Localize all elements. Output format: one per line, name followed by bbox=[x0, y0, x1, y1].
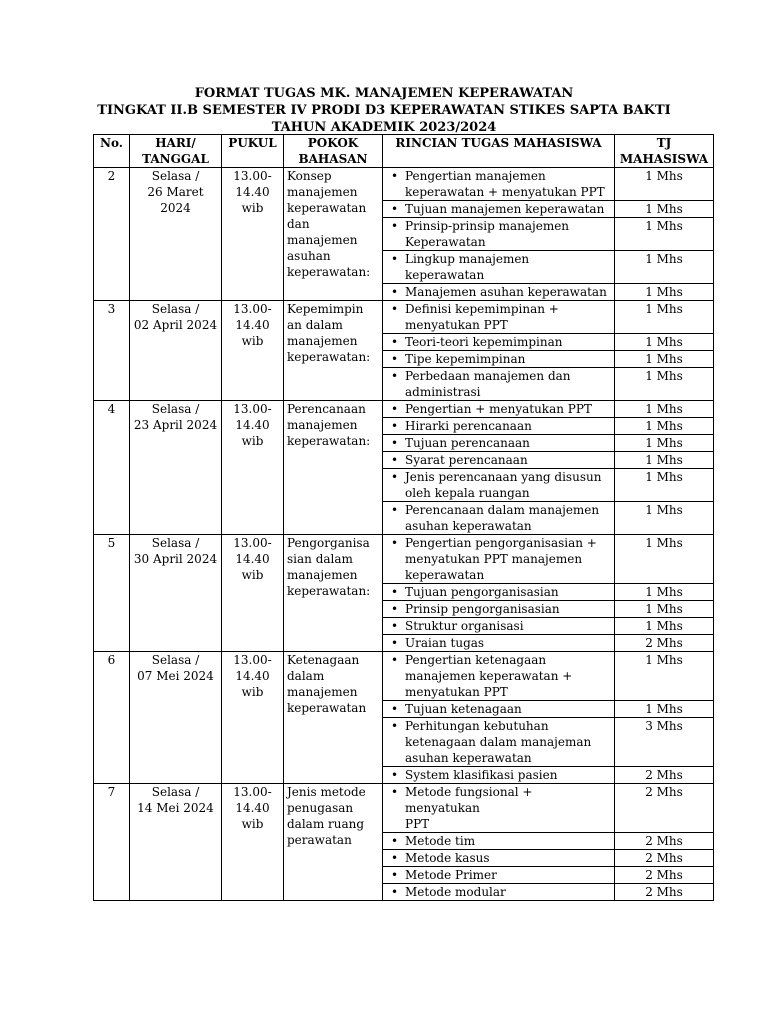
day-line: Selasa / bbox=[151, 402, 200, 416]
header-pokok-text: POKOK bbox=[307, 136, 359, 150]
task-line: • Perhitungan kebutuhan bbox=[405, 719, 549, 733]
row-time bbox=[222, 535, 284, 652]
time-line: 13.00- bbox=[233, 302, 272, 316]
time-line: wib bbox=[241, 568, 264, 582]
task-item bbox=[383, 718, 615, 767]
task-assignee-count: 2 Mhs bbox=[615, 833, 714, 850]
task-assignee-count: 2 Mhs bbox=[615, 767, 714, 784]
task-line: • Perencanaan dalam manajemen bbox=[405, 503, 600, 517]
header-no-text: No. bbox=[100, 136, 123, 150]
row-day-date bbox=[130, 301, 222, 401]
topic-line: manajemen bbox=[287, 418, 358, 432]
task-item bbox=[383, 284, 615, 301]
task-item bbox=[383, 334, 615, 351]
time-line: 13.00- bbox=[233, 536, 272, 550]
task-item bbox=[383, 469, 615, 502]
time-line: 13.00- bbox=[233, 402, 272, 416]
task-assignee-count: 1 Mhs bbox=[615, 168, 714, 201]
task-line: • Pengertian pengorganisasian + bbox=[405, 536, 597, 550]
header-pukul bbox=[222, 135, 284, 168]
topic-line: Pengorganisa bbox=[287, 536, 370, 550]
task-line: • Metode kasus bbox=[405, 851, 490, 865]
task-item bbox=[383, 618, 615, 635]
task-item bbox=[383, 502, 615, 535]
task-item bbox=[383, 368, 615, 401]
task-line: • Tipe kepemimpinan bbox=[405, 352, 526, 366]
task-assignee-count: 1 Mhs bbox=[615, 201, 714, 218]
topic-line: dan bbox=[287, 217, 310, 231]
title-line: TAHUN AKADEMIK 2023/2024 bbox=[271, 120, 497, 135]
row-number: 4 bbox=[94, 401, 130, 535]
table-row bbox=[94, 652, 714, 701]
task-assignee-count: 2 Mhs bbox=[615, 784, 714, 833]
task-item bbox=[383, 767, 615, 784]
task-line: • Uraian tugas bbox=[405, 636, 485, 650]
header-no bbox=[94, 135, 130, 168]
task-assignee-count: 1 Mhs bbox=[615, 452, 714, 469]
time-line: 14.40 bbox=[235, 669, 270, 683]
task-assignee-count: 1 Mhs bbox=[615, 618, 714, 635]
task-assignee-count: 1 Mhs bbox=[615, 334, 714, 351]
task-assignee-count: 1 Mhs bbox=[615, 218, 714, 251]
task-line: menyatukan PPT manajemen bbox=[405, 552, 583, 566]
task-assignee-count: 1 Mhs bbox=[615, 435, 714, 452]
row-number: 6 bbox=[94, 652, 130, 784]
task-assignee-count: 1 Mhs bbox=[615, 701, 714, 718]
row-time bbox=[222, 784, 284, 901]
table-row bbox=[94, 784, 714, 833]
task-item bbox=[383, 218, 615, 251]
day-line: 14 Mei 2024 bbox=[137, 801, 214, 815]
task-line: asuhan keperawatan bbox=[405, 519, 532, 533]
row-day-date bbox=[130, 401, 222, 535]
table-row bbox=[94, 168, 714, 201]
task-line: • Metode Primer bbox=[405, 868, 497, 882]
row-topic bbox=[284, 168, 383, 301]
task-line: • Metode fungsional + menyatukan bbox=[405, 785, 533, 815]
time-line: 14.40 bbox=[235, 801, 270, 815]
task-line: • Tujuan ketenagaan bbox=[405, 702, 522, 716]
time-line: wib bbox=[241, 434, 264, 448]
task-assignee-count: 1 Mhs bbox=[615, 284, 714, 301]
topic-line: manajemen bbox=[287, 334, 358, 348]
task-item bbox=[383, 652, 615, 701]
task-line: keperawatan + menyatukan PPT bbox=[405, 185, 605, 199]
row-topic bbox=[284, 652, 383, 784]
day-line: Selasa / bbox=[151, 302, 200, 316]
time-line: 13.00- bbox=[233, 169, 272, 183]
header-tj bbox=[615, 135, 714, 168]
topic-line: keperawatan bbox=[287, 201, 367, 215]
header-pukul-text: PUKUL bbox=[228, 136, 277, 150]
topic-line: Kepemimpin bbox=[287, 302, 364, 316]
task-assignee-count: 1 Mhs bbox=[615, 652, 714, 701]
topic-line: keperawatan: bbox=[287, 584, 371, 598]
topic-line: manajemen bbox=[287, 233, 358, 247]
task-item bbox=[383, 884, 615, 901]
task-line: • Tujuan pengorganisasian bbox=[405, 585, 559, 599]
task-line: keperawatan bbox=[405, 568, 485, 582]
header-hari-text: TANGGAL bbox=[142, 152, 209, 166]
task-item bbox=[383, 601, 615, 618]
task-assignee-count: 1 Mhs bbox=[615, 351, 714, 368]
row-topic bbox=[284, 401, 383, 535]
time-line: 13.00- bbox=[233, 653, 272, 667]
document-title bbox=[0, 85, 768, 136]
title-line: TINGKAT II.B SEMESTER IV PRODI D3 KEPERAWATAN STIKES SAPTA BAKTI bbox=[97, 103, 671, 118]
task-assignee-count: 1 Mhs bbox=[615, 469, 714, 502]
topic-line: sian dalam bbox=[287, 552, 353, 566]
task-line: administrasi bbox=[405, 385, 481, 399]
task-line: • Teori-teori kepemimpinan bbox=[405, 335, 563, 349]
task-line: • Struktur organisasi bbox=[405, 619, 524, 633]
task-line: • Perbedaan manajemen dan bbox=[405, 369, 571, 383]
task-assignee-count: 3 Mhs bbox=[615, 718, 714, 767]
task-item bbox=[383, 584, 615, 601]
task-item bbox=[383, 418, 615, 435]
task-item bbox=[383, 867, 615, 884]
topic-line: keperawatan bbox=[287, 701, 367, 715]
row-time bbox=[222, 301, 284, 401]
day-line: 02 April 2024 bbox=[133, 318, 218, 332]
header-tj-text: MAHASISWA bbox=[619, 152, 709, 166]
topic-line: dalam ruang bbox=[287, 817, 365, 831]
task-item bbox=[383, 301, 615, 334]
task-line: • Syarat perencanaan bbox=[405, 453, 528, 467]
task-line: • Prinsip pengorganisasian bbox=[405, 602, 560, 616]
task-assignee-count: 1 Mhs bbox=[615, 368, 714, 401]
task-line: menyatukan PPT bbox=[405, 685, 508, 699]
task-item bbox=[383, 833, 615, 850]
task-line: • Tujuan perencanaan bbox=[405, 436, 530, 450]
header-tj-text: TJ bbox=[656, 136, 672, 150]
assignment-table bbox=[93, 134, 714, 901]
task-assignee-count: 1 Mhs bbox=[615, 301, 714, 334]
row-topic bbox=[284, 301, 383, 401]
topic-line: Konsep bbox=[287, 169, 332, 183]
task-assignee-count: 2 Mhs bbox=[615, 850, 714, 867]
task-line: menyatukan PPT bbox=[405, 318, 508, 332]
row-day-date bbox=[130, 168, 222, 301]
row-number: 7 bbox=[94, 784, 130, 901]
task-item bbox=[383, 251, 615, 284]
task-item bbox=[383, 452, 615, 469]
topic-line: Jenis metode bbox=[287, 785, 366, 799]
task-assignee-count: 1 Mhs bbox=[615, 418, 714, 435]
day-line: 23 April 2024 bbox=[133, 418, 218, 432]
task-item bbox=[383, 435, 615, 452]
task-assignee-count: 2 Mhs bbox=[615, 867, 714, 884]
task-line: • Pengertian ketenagaan bbox=[405, 653, 547, 667]
topic-line: keperawatan: bbox=[287, 350, 371, 364]
task-line: ketenagaan dalam manajeman bbox=[405, 735, 592, 749]
time-line: 13.00- bbox=[233, 785, 272, 799]
task-line: manajemen keperawatan + bbox=[405, 669, 573, 683]
row-topic bbox=[284, 535, 383, 652]
day-line: Selasa / bbox=[151, 785, 200, 799]
row-day-date bbox=[130, 535, 222, 652]
task-line: • Pengertian manajemen bbox=[405, 169, 546, 183]
task-line: • Lingkup manajemen bbox=[405, 252, 530, 266]
task-line: PPT bbox=[405, 817, 430, 831]
row-time bbox=[222, 401, 284, 535]
row-topic bbox=[284, 784, 383, 901]
day-line: Selasa / bbox=[151, 653, 200, 667]
task-line: • Jenis perencanaan yang disusun bbox=[405, 470, 602, 484]
task-assignee-count: 2 Mhs bbox=[615, 635, 714, 652]
task-line: • System klasifikasi pasien bbox=[405, 768, 558, 782]
row-time bbox=[222, 168, 284, 301]
task-line: oleh kepala ruangan bbox=[405, 486, 530, 500]
task-line: • Hirarki perencanaan bbox=[405, 419, 532, 433]
task-line: asuhan keperawatan bbox=[405, 751, 532, 765]
header-pokok-text: BAHASAN bbox=[298, 152, 368, 166]
task-assignee-count: 1 Mhs bbox=[615, 535, 714, 584]
table-body bbox=[94, 168, 714, 901]
task-line: keperawatan bbox=[405, 268, 485, 282]
topic-line: dalam bbox=[287, 669, 325, 683]
task-assignee-count: 1 Mhs bbox=[615, 584, 714, 601]
topic-line: Perencanaan bbox=[287, 402, 366, 416]
task-assignee-count: 1 Mhs bbox=[615, 601, 714, 618]
task-item bbox=[383, 401, 615, 418]
task-line: • Manajemen asuhan keperawatan bbox=[405, 285, 607, 299]
row-number: 3 bbox=[94, 301, 130, 401]
header-rincian bbox=[383, 135, 615, 168]
task-item bbox=[383, 635, 615, 652]
topic-line: keperawatan: bbox=[287, 434, 371, 448]
header-hari-text: HARI/ bbox=[155, 136, 196, 150]
header-pokok bbox=[284, 135, 383, 168]
day-line: 30 April 2024 bbox=[133, 552, 218, 566]
task-line: Keperawatan bbox=[405, 235, 486, 249]
header-hari bbox=[130, 135, 222, 168]
topic-line: manajemen bbox=[287, 685, 358, 699]
time-line: wib bbox=[241, 817, 264, 831]
task-line: • Metode tim bbox=[405, 834, 476, 848]
time-line: 14.40 bbox=[235, 185, 270, 199]
row-day-date bbox=[130, 784, 222, 901]
topic-line: an dalam bbox=[287, 318, 343, 332]
time-line: 14.40 bbox=[235, 552, 270, 566]
topic-line: keperawatan: bbox=[287, 265, 371, 279]
task-assignee-count: 1 Mhs bbox=[615, 502, 714, 535]
task-item bbox=[383, 351, 615, 368]
task-item bbox=[383, 701, 615, 718]
time-line: wib bbox=[241, 685, 264, 699]
task-item bbox=[383, 168, 615, 201]
day-line: Selasa / bbox=[151, 169, 200, 183]
topic-line: manajemen bbox=[287, 568, 358, 582]
day-line: 07 Mei 2024 bbox=[137, 669, 214, 683]
table-row bbox=[94, 535, 714, 584]
row-day-date bbox=[130, 652, 222, 784]
topic-line: asuhan bbox=[287, 249, 331, 263]
time-line: 14.40 bbox=[235, 418, 270, 432]
time-line: wib bbox=[241, 334, 264, 348]
task-assignee-count: 2 Mhs bbox=[615, 884, 714, 901]
time-line: wib bbox=[241, 201, 264, 215]
topic-line: perawatan bbox=[287, 833, 352, 847]
task-assignee-count: 1 Mhs bbox=[615, 401, 714, 418]
task-line: • Definisi kepemimpinan + bbox=[405, 302, 559, 316]
day-line: Selasa / bbox=[151, 536, 200, 550]
row-number: 5 bbox=[94, 535, 130, 652]
task-line: • Prinsip-prinsip manajemen bbox=[405, 219, 570, 233]
header-row bbox=[94, 135, 714, 168]
task-item bbox=[383, 850, 615, 867]
table-row bbox=[94, 401, 714, 418]
topic-line: manajemen bbox=[287, 185, 358, 199]
time-line: 14.40 bbox=[235, 318, 270, 332]
task-item bbox=[383, 784, 615, 833]
title-line: FORMAT TUGAS MK. MANAJEMEN KEPERAWATAN bbox=[194, 86, 574, 101]
task-item bbox=[383, 535, 615, 584]
row-number: 2 bbox=[94, 168, 130, 301]
row-time bbox=[222, 652, 284, 784]
task-line: • Pengertian + menyatukan PPT bbox=[405, 402, 592, 416]
task-assignee-count: 1 Mhs bbox=[615, 251, 714, 284]
topic-line: penugasan bbox=[287, 801, 354, 815]
header-rincian-text: RINCIAN TUGAS MAHASISWA bbox=[395, 136, 602, 150]
task-line: • Metode modular bbox=[405, 885, 506, 899]
table-row bbox=[94, 301, 714, 334]
task-line: • Tujuan manajemen keperawatan bbox=[405, 202, 605, 216]
day-line: 26 Maret 2024 bbox=[147, 185, 204, 215]
task-item bbox=[383, 201, 615, 218]
topic-line: Ketenagaan bbox=[287, 653, 360, 667]
